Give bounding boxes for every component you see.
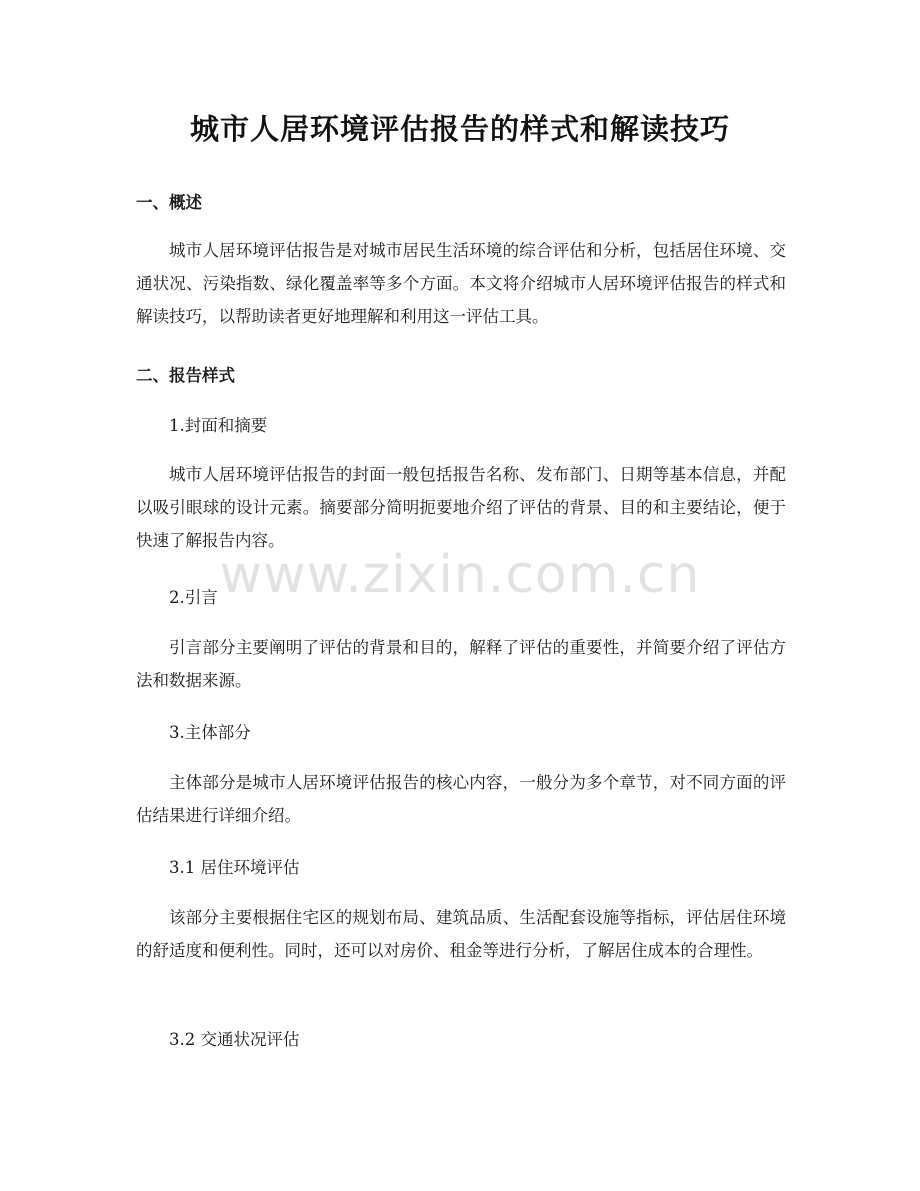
paragraph-living: 该部分主要根据住宅区的规划布局、建筑品质、生活配套设施等指标，评估居住环境的舒适度和便利性。同时，还可以对房价、租金等进行分析，了解居住成本的合理性。 bbox=[136, 908, 786, 960]
subheading-intro: 2.引言 bbox=[169, 588, 218, 607]
paragraph-intro: 引言部分主要阐明了评估的背景和目的，解释了评估的重要性，并简要介绍了评估方法和数据来源。 bbox=[136, 638, 786, 690]
section-heading-report-style: 二、报告样式 bbox=[136, 366, 235, 385]
paragraph-overview: 城市人居环境评估报告是对城市居民生活环境的综合评估和分析，包括居住环境、交通状况、污染指数、绿化覆盖率等多个方面。本文将介绍城市人居环境评估报告的样式和解读技巧，以帮助读者更好地理解和利用这一评估工具。 bbox=[136, 241, 786, 326]
section-heading-overview: 一、概述 bbox=[136, 193, 202, 212]
document-title: 城市人居环境评估报告的样式和解读技巧 bbox=[189, 112, 730, 146]
subheading-traffic: 3.2 交通状况评估 bbox=[169, 1030, 300, 1049]
subheading-living: 3.1 居住环境评估 bbox=[169, 858, 300, 877]
paragraph-main: 主体部分是城市人居环境评估报告的核心内容，一般分为多个章节，对不同方面的评估结果进行详细介绍。 bbox=[136, 773, 786, 825]
paragraph-cover: 城市人居环境评估报告的封面一般包括报告名称、发布部门、日期等基本信息，并配以吸引眼球的设计元素。摘要部分简明扼要地介绍了评估的背景、目的和主要结论，便于快速了解报告内容。 bbox=[136, 465, 786, 550]
subheading-main: 3.主体部分 bbox=[169, 723, 251, 742]
subheading-cover: 1.封面和摘要 bbox=[169, 416, 268, 435]
watermark: www.zixin.com.cn bbox=[219, 545, 701, 605]
